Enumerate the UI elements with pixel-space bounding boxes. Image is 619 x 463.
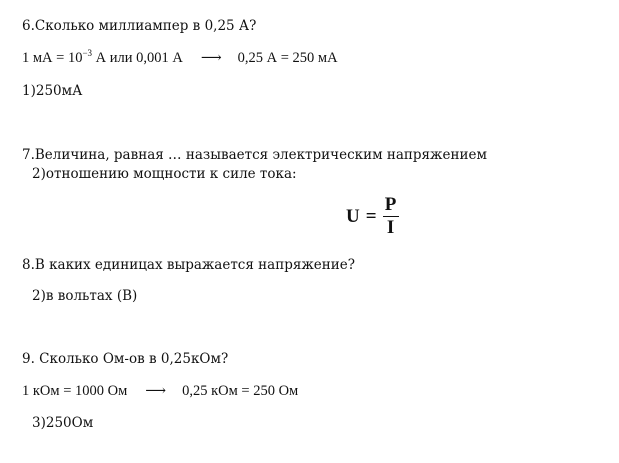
- answer-7: 2)отношению мощности к силе тока:: [32, 166, 297, 182]
- question-9-conversion: [22, 382, 298, 400]
- formula-numerator: P: [384, 194, 397, 215]
- question-6-conversion: [22, 49, 338, 67]
- formula-lhs: U: [346, 205, 360, 227]
- exponent: −3: [82, 48, 93, 58]
- formula-fraction: [383, 195, 399, 238]
- conversion-result: 0,25 кОм = 250 Ом: [182, 383, 299, 399]
- right-arrow-icon: ⟶: [200, 50, 222, 66]
- answer-8: 2)в вольтах (В): [32, 288, 138, 304]
- conversion-left-rest: А или 0,001 А: [92, 50, 183, 66]
- answer-6: 1)250мА: [22, 83, 83, 99]
- question-7: 7.Величина, равная … называется электрическим напряжением: [22, 147, 487, 163]
- conversion-result: 0,25 А = 250 мА: [237, 50, 338, 66]
- conversion-left: 1 мА = 10: [22, 50, 83, 66]
- question-8: 8.В каких единицах выражается напряжение?: [22, 257, 356, 273]
- formula-denominator: I: [386, 217, 395, 238]
- answer-9: 3)250Ом: [32, 415, 94, 431]
- question-6: 6.Сколько миллиампер в 0,25 А?: [22, 18, 257, 34]
- formula-equals: =: [365, 205, 377, 227]
- right-arrow-icon: ⟶: [145, 383, 167, 399]
- question-9: 9. Сколько Ом-ов в 0,25кОм?: [22, 351, 229, 367]
- voltage-formula: [346, 195, 399, 238]
- conversion-left: 1 кОм = 1000 Ом: [22, 383, 128, 399]
